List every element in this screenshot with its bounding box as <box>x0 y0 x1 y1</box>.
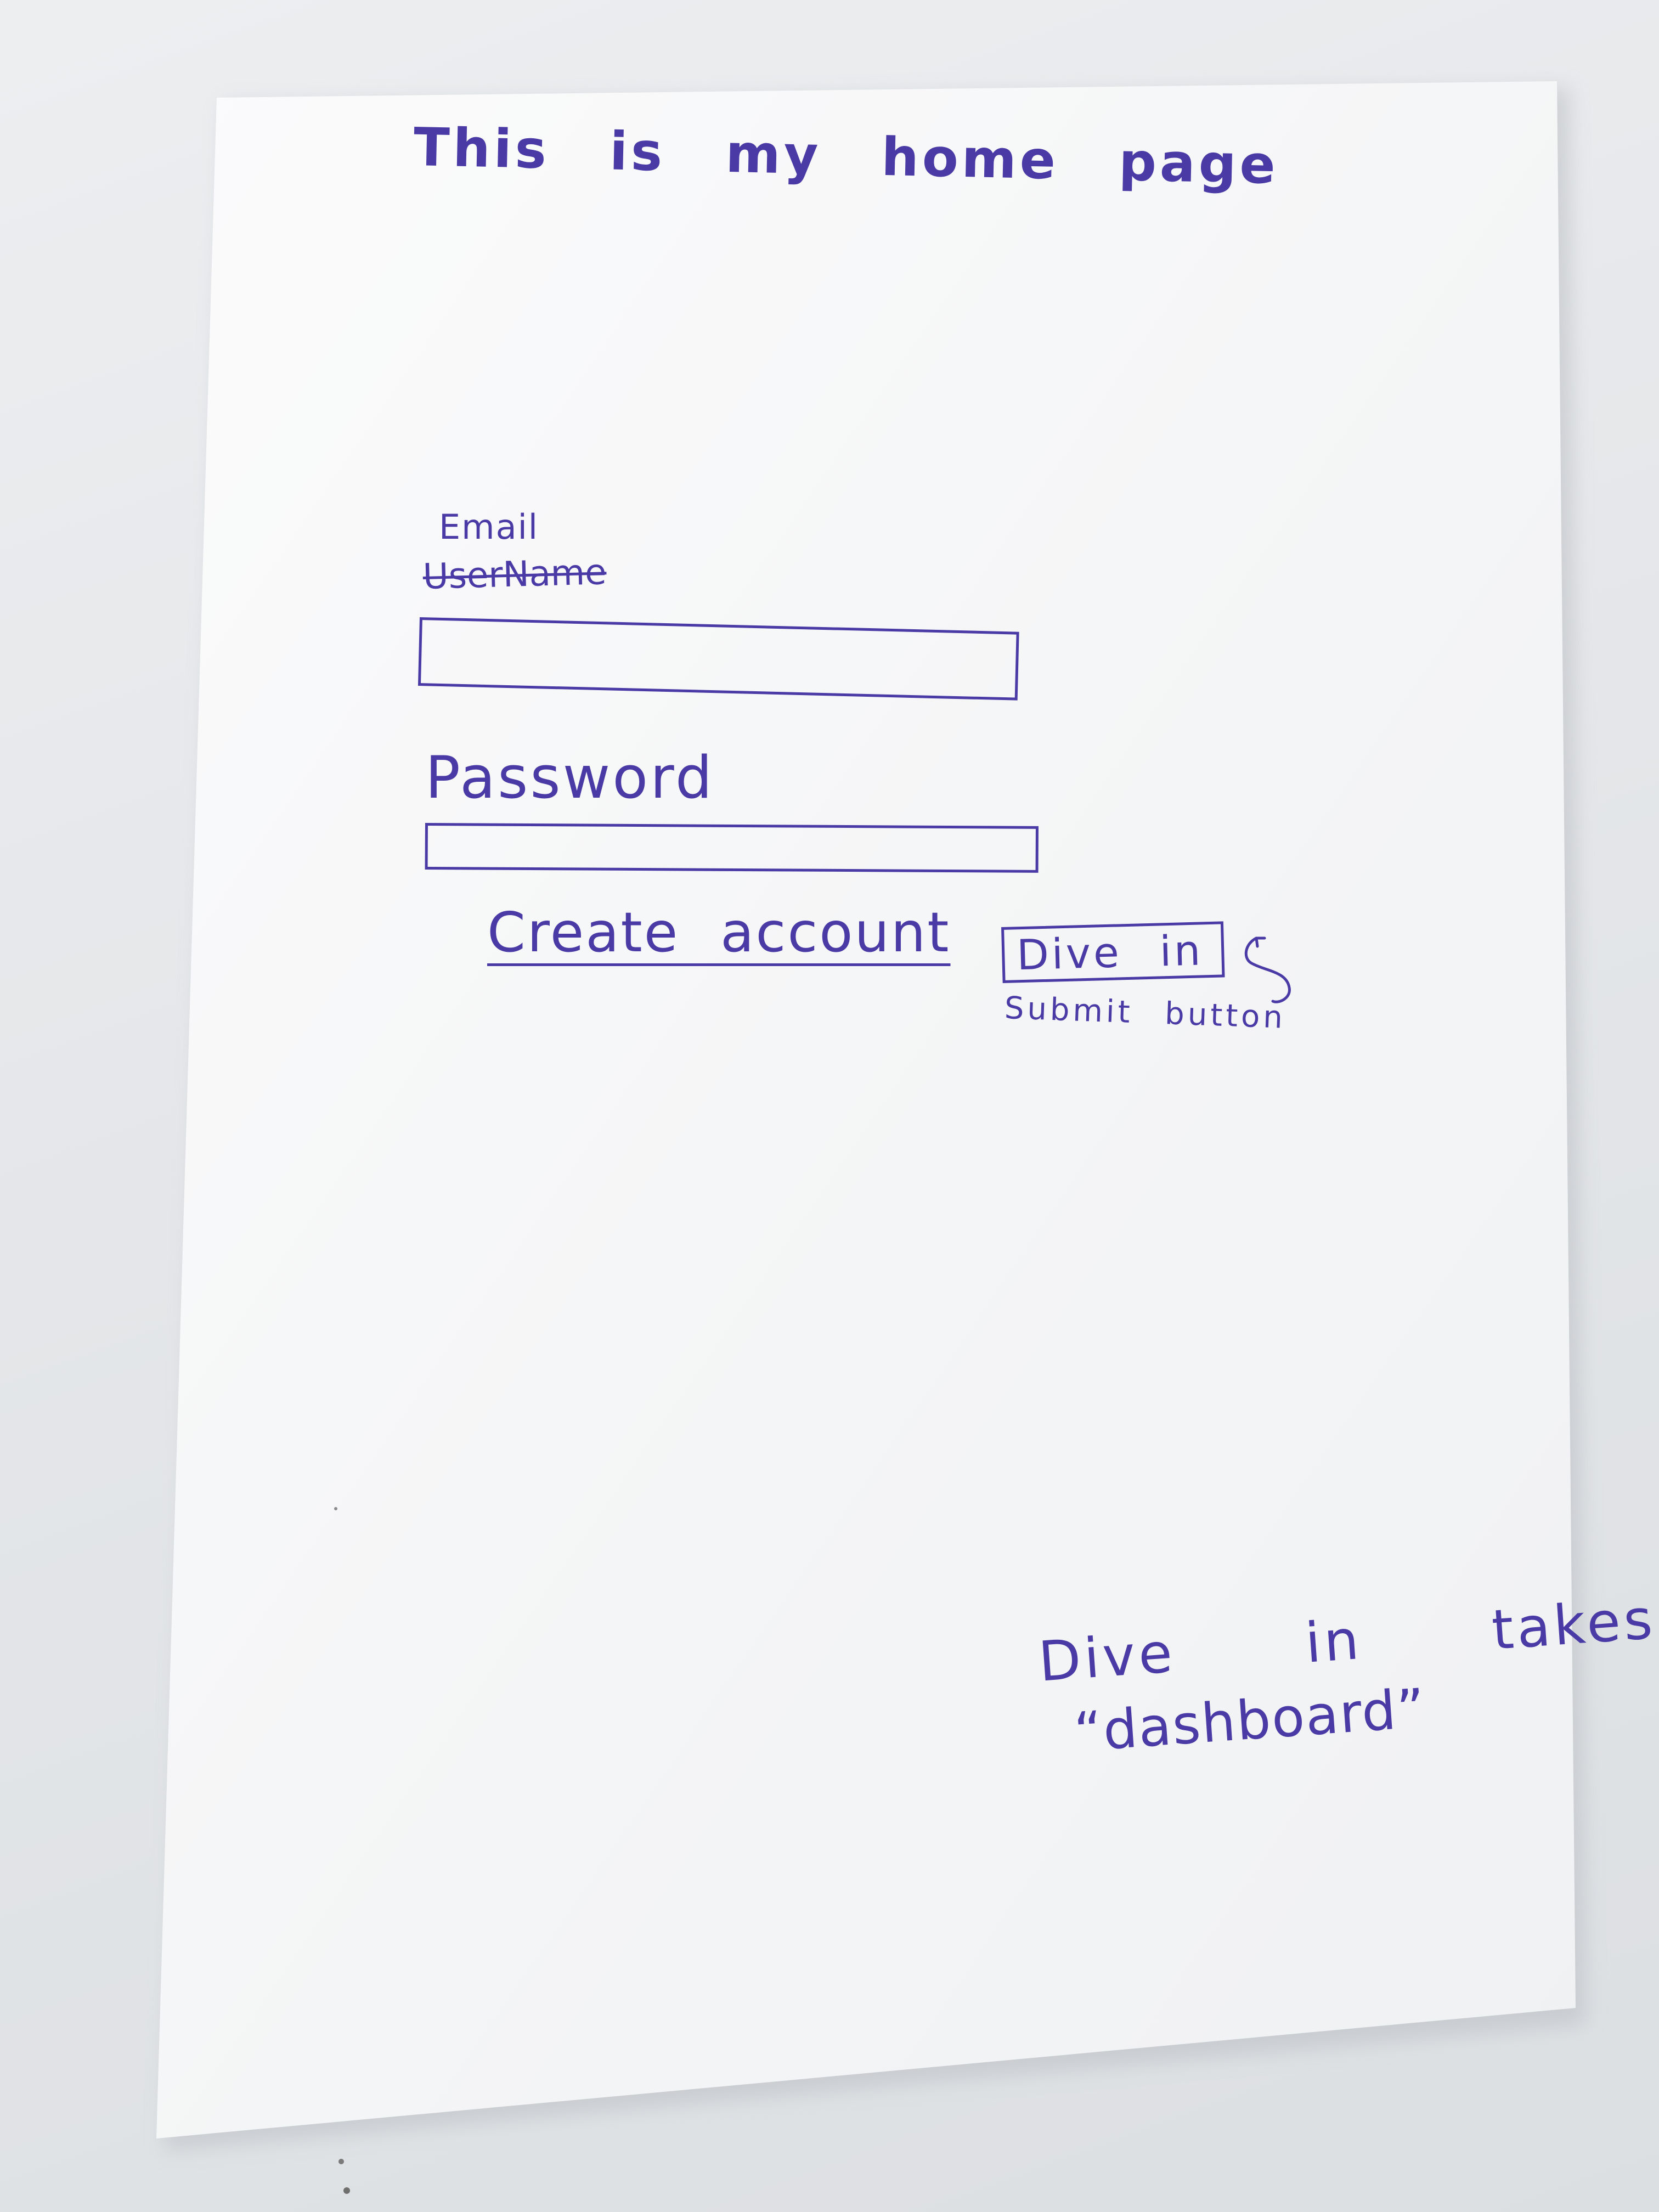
dive-in-button[interactable]: Dive in <box>1001 921 1225 983</box>
page-title: This is my home page <box>413 116 1279 196</box>
create-account-link[interactable]: Create account <box>487 900 951 964</box>
password-label: Password <box>425 744 715 811</box>
username-label-struck: UserName <box>422 552 607 597</box>
email-label: Email <box>439 507 539 547</box>
note-line-2: “dashboard” <box>1072 1677 1428 1764</box>
note-line-1: Dive in takes <box>1036 1587 1658 1694</box>
submit-button-annotation: Submit button <box>1003 990 1287 1036</box>
